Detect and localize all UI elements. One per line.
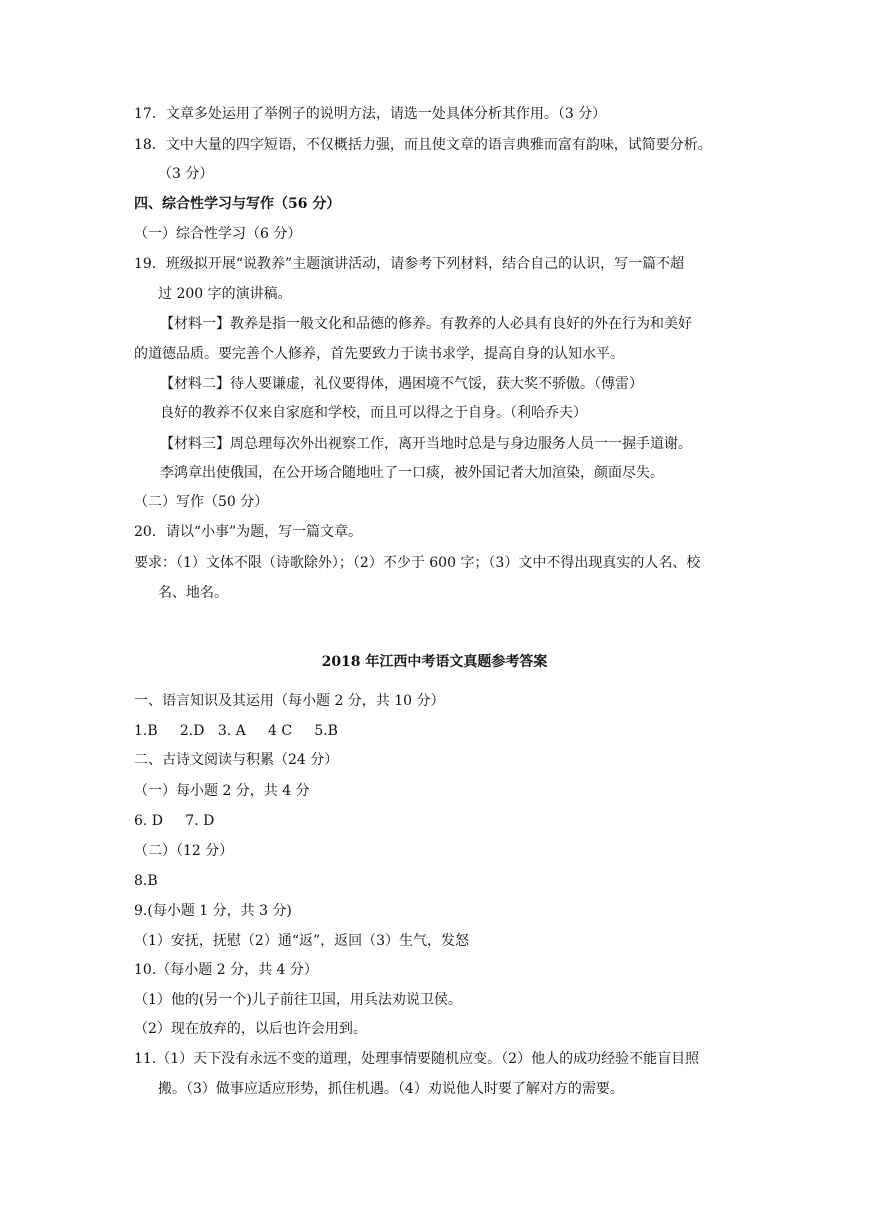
requirements-line1: 要求：（1）文体不限（诗歌除外）；（2）不少于 600 字；（3）文中不得出现真实的人名、校: [134, 555, 701, 571]
answers-part-2-heading: （二）（12 分）: [134, 843, 234, 859]
part-2-heading: （二）写作（50 分）: [134, 494, 269, 510]
question-19-line1: 19．班级拟开展“说教养”主题演讲活动，请参考下列材料，结合自己的认识，写一篇不超: [134, 256, 685, 272]
question-17: 17．文章多处运用了举例子的说明方法，请选一处具体分析其作用。（3 分）: [134, 106, 607, 122]
question-18-line2: （3 分）: [158, 166, 214, 182]
part-1-heading: （一）综合性学习（6 分）: [134, 226, 302, 242]
question-20: 20．请以“小事”为题，写一篇文章。: [134, 524, 363, 540]
material-3-line2: 李鸿章出使俄国，在公开场合随地吐了一口痰，被外国记者大加渲染，颜面尽失。: [160, 465, 664, 481]
answer-9-text: （1）安抚，抚慰（2）通“返”，返回（3）生气，发怒: [134, 933, 470, 949]
answer-8: 8.B: [134, 873, 158, 889]
section-4-heading: 四、综合性学习与写作（56 分）: [134, 196, 341, 212]
answers-part-1-heading: （一）每小题 2 分，共 4 分: [134, 783, 310, 799]
material-2-line1: 【材料二】待人要谦虚，礼仪要得体，遇困境不气馁，获大奖不骄傲。（傅雷）: [160, 376, 643, 392]
material-1-line1: 【材料一】教养是指一般文化和品德的修养。有教养的人必具有良好的外在行为和美好: [160, 316, 692, 332]
answers-title: 2018 年江西中考语文真题参考答案: [321, 654, 548, 670]
answers-section-2-heading: 二、古诗文阅读与积累（24 分）: [134, 752, 339, 768]
material-2-line2: 良好的教养不仅来自家庭和学校，而且可以得之于自身。（利哈乔夫）: [160, 405, 587, 421]
material-1-line2: 的道德品质。要完善个人修养，首先要致力于读书求学，提高自身的认知水平。: [134, 346, 624, 362]
question-19-line2: 过 200 字的演讲稿。: [158, 286, 292, 302]
answer-10-heading: 10.（每小题 2 分，共 4 分）: [134, 962, 318, 978]
question-18-line1: 18．文中大量的四字短语，不仅概括力强，而且使文章的语言典雅而富有韵味，试简要分析。: [134, 137, 712, 153]
answers-section-1-heading: 一、语言知识及其运用（每小题 2 分，共 10 分）: [134, 693, 445, 709]
answer-11-line2: 搬。（3）做事应适应形势，抓住机遇。（4）劝说他人时要了解对方的需要。: [158, 1081, 624, 1097]
answer-10-text-2: （2）现在放弃的，以后也许会用到。: [134, 1021, 367, 1037]
answers-part-1-values: 6. D 7. D: [134, 813, 215, 829]
answer-9-heading: 9.(每小题 1 分，共 3 分): [134, 903, 292, 919]
answers-section-1-values: 1.B 2.D 3. A 4 C 5.B: [134, 723, 338, 739]
answer-10-text-1: （1）他的(另一个)儿子前往卫国，用兵法劝说卫侯。: [134, 992, 462, 1008]
requirements-line2: 名、地名。: [158, 585, 228, 601]
answer-11-line1: 11.（1）天下没有永远不变的道理，处理事情要随机应变。（2）他人的成功经验不能盲目照: [134, 1051, 700, 1067]
material-3-line1: 【材料三】周总理每次外出视察工作，离开当地时总是与身边服务人员一一握手道谢。: [160, 436, 692, 452]
